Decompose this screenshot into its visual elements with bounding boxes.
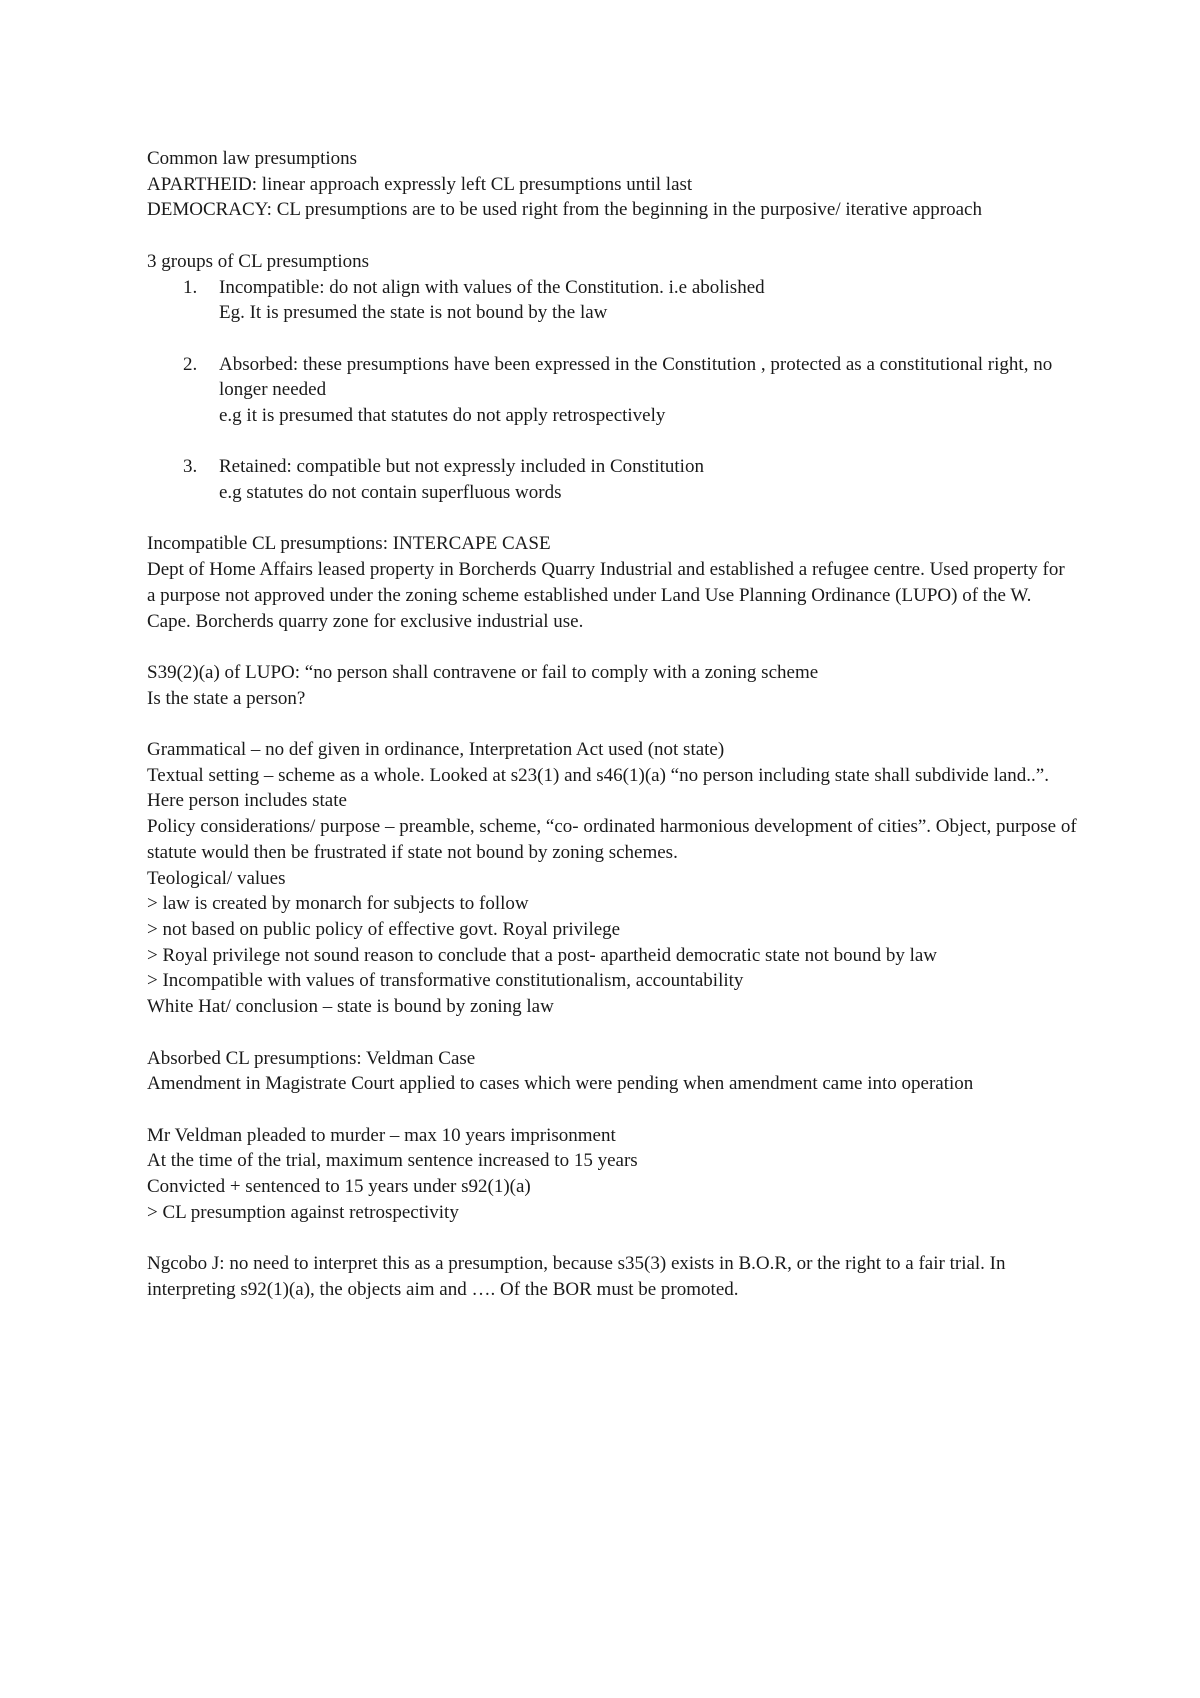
amendment-paragraph: Amendment in Magistrate Court applied to cases which were pending when amendment came into operation <box>147 1073 974 1095</box>
spacer <box>147 1097 1077 1123</box>
document-page <box>147 146 1082 1303</box>
facts-line: Mr Veldman pleaded to murder – max 10 years imprisonment <box>147 1124 616 1146</box>
list-item <box>147 352 1077 429</box>
spacer <box>147 429 1077 455</box>
spacer <box>147 634 1077 660</box>
conclusion-line: White Hat/ conclusion – state is bound by zoning law <box>147 996 554 1018</box>
list-item-example: e.g it is presumed that statutes do not apply retrospectively <box>219 405 666 426</box>
section-heading: Incompatible CL presumptions: INTERCAPE CASE <box>147 533 551 555</box>
bullet-line: > not based on public policy of effective govt. Royal privilege <box>147 919 621 940</box>
list-item <box>147 454 1077 505</box>
facts-line: At the time of the trial, maximum sentence increased to 15 years <box>147 1150 638 1172</box>
list-item-text: Absorbed: these presumptions have been expressed in the Constitution , protected as a constitutional right, no longer needed <box>219 353 1057 401</box>
list-item-text: Retained: compatible but not expressly included in Constitution <box>219 456 704 478</box>
section-heading: Absorbed CL presumptions: Veldman Case <box>147 1047 476 1069</box>
spacer <box>147 223 1077 249</box>
bullet-line: > CL presumption against retrospectivity <box>147 1201 459 1223</box>
apartheid-paragraph: APARTHEID: linear approach expressly left CL presumptions until last <box>147 173 693 195</box>
question-line: Is the state a person? <box>147 687 306 709</box>
democracy-paragraph: DEMOCRACY: CL presumptions are to be used right from the beginning in the purposive/ iterative approach <box>147 199 982 221</box>
spacer <box>147 326 1077 352</box>
section-heading: Common law presumptions <box>147 148 358 169</box>
section-heading: 3 groups of CL presumptions <box>147 250 370 272</box>
spacer <box>147 711 1077 737</box>
textual-paragraph: Textual setting – scheme as a whole. Looked at s23(1) and s46(1)(a) “no person including state shall subdivide land..”. Here person includes state <box>147 764 1054 812</box>
facts-paragraph: Dept of Home Affairs leased property in Borcherds Quarry Industrial and established a refugee centre. Used property for a purpose not approved under the zoning scheme established under Land Use Planning Ordinance (LUPO) of the W. Cape. Borcherds quarry zone for exclusive industrial use. <box>147 559 1070 632</box>
policy-paragraph: Policy considerations/ purpose – preamble, scheme, “co- ordinated harmonious development of cities”. Object, purpose of statute would then be frustrated if state not bound by zoning schemes. <box>147 816 1082 863</box>
list-item-text: Incompatible: do not align with values of the Constitution. i.e abolished <box>219 276 765 298</box>
spacer <box>147 1225 1077 1251</box>
spacer <box>147 1020 1077 1046</box>
list-item <box>147 275 1077 326</box>
bullet-line: > Incompatible with values of transformative constitutionalism, accountability <box>147 970 744 992</box>
spacer <box>147 506 1077 532</box>
list-number: 2. <box>183 353 198 375</box>
judgment-paragraph: Ngcobo J: no need to interpret this as a presumption, because s35(3) exists in B.O.R, or the right to a fair trial. In interpreting s92(1)(a), the objects aim and …. Of the BOR must be promoted. <box>147 1253 1011 1300</box>
grammatical-paragraph: Grammatical – no def given in ordinance, Interpretation Act used (not state) <box>147 739 725 761</box>
list-item-example: Eg. It is presumed the state is not bound by the law <box>219 302 608 324</box>
bullet-line: > Royal privilege not sound reason to conclude that a post- apartheid democratic state not bound by law <box>147 944 938 966</box>
teleological-heading: Teological/ values <box>147 867 286 889</box>
bullet-line: > law is created by monarch for subjects to follow <box>147 893 529 915</box>
list-item-example: e.g statutes do not contain superfluous words <box>219 482 562 504</box>
statute-quote: S39(2)(a) of LUPO: “no person shall contravene or fail to comply with a zoning scheme <box>147 661 819 683</box>
list-number: 3. <box>183 456 198 478</box>
list-number: 1. <box>183 276 198 298</box>
facts-line: Convicted + sentenced to 15 years under s92(1)(a) <box>147 1176 531 1197</box>
